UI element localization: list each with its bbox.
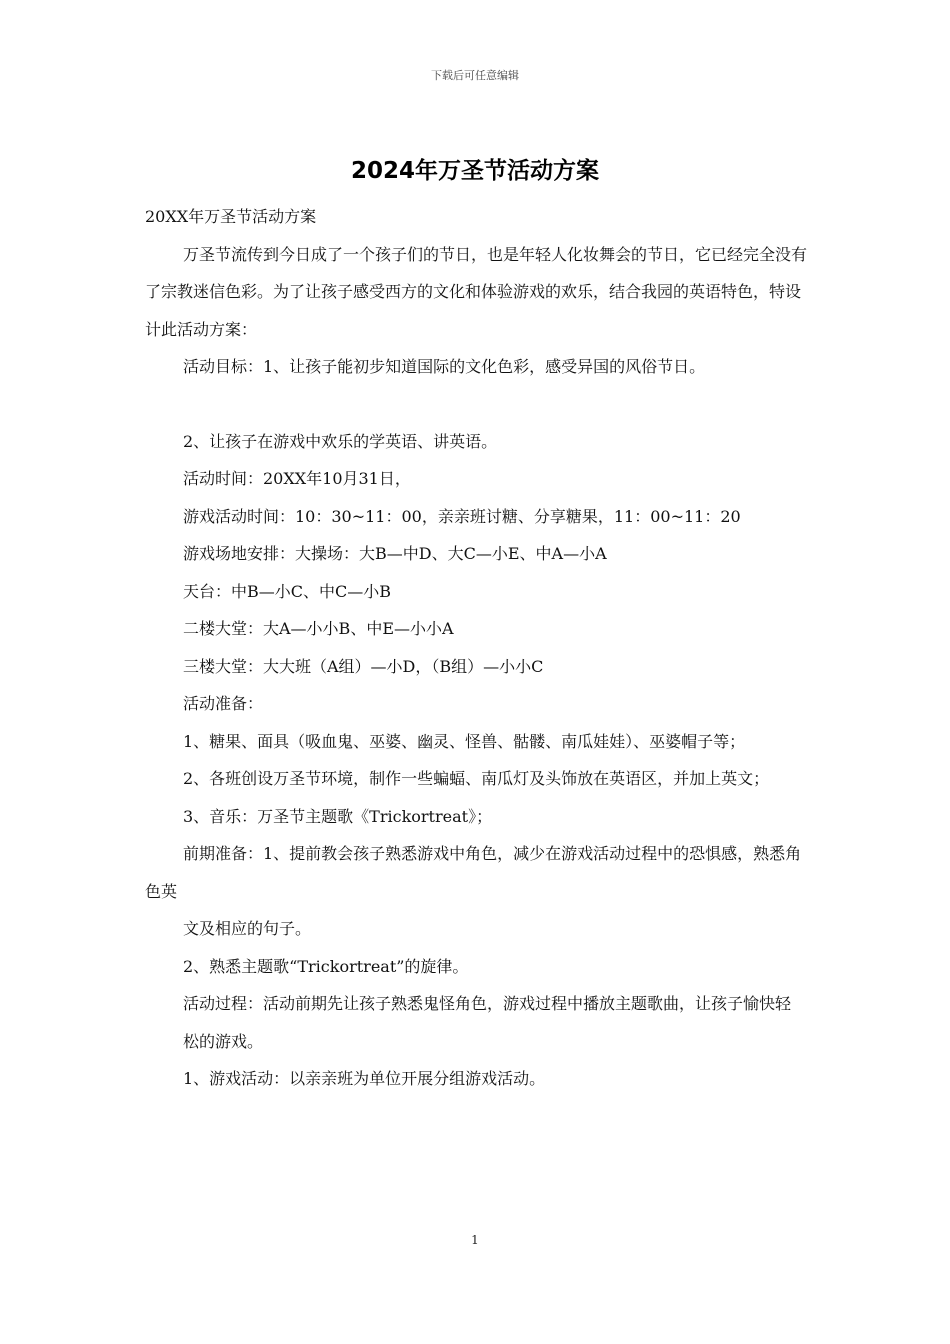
- paragraph-2f-hall: 二楼大堂：大A—小小B、中E—小小A: [183, 619, 454, 638]
- paragraph-prep-3: 3、音乐：万圣节主题歌《Trickortreat》；: [183, 806, 493, 826]
- blank-line: [145, 386, 810, 423]
- page-number: 1: [471, 1233, 479, 1247]
- paragraph-time: 活动时间：20XX年10月31日，: [183, 469, 411, 488]
- paragraph-pre-prep-cont: 文及相应的句子。: [183, 919, 312, 938]
- paragraph-goal-2: 2、让孩子在游戏中欢乐的学英语、讲英语。: [183, 431, 498, 451]
- paragraph-prep-2: 2、各班创设万圣节环境，制作一些蝙蝠、南瓜灯及头饰放在英语区，并加上英文；: [183, 769, 770, 788]
- paragraph-preparation: 活动准备：: [183, 694, 264, 713]
- paragraph-intro: 万圣节流传到今日成了一个孩子们的节日，也是年轻人化妆舞会的节日，它已经完全没有了宗教迷信色彩。为了让孩子感受西方的文化和体验游戏的欢乐，结合我园的英语特色，特设计此活动方案：: [145, 244, 808, 339]
- paragraph-rooftop: 天台：中B—小C、中C—小B: [183, 581, 392, 601]
- paragraph-goal-1: 活动目标：1、让孩子能初步知道国际的文化色彩，感受异国的风俗节日。: [183, 357, 706, 376]
- paragraph-venue: 游戏场地安排：大操场：大B—中D、大C—小E、中A—小A: [183, 544, 607, 563]
- paragraph-prep-1: 1、糖果、面具（吸血鬼、巫婆、幽灵、怪兽、骷髅、南瓜娃娃）、巫婆帽子等；: [183, 731, 746, 751]
- paragraph-subtitle: 20XX年万圣节活动方案: [145, 207, 317, 226]
- paragraph-game-time: 游戏活动时间：10：30~11：00，亲亲班讨糖、分享糖果，11：00~11：20: [183, 506, 741, 526]
- document-body: [145, 198, 810, 1098]
- page-header: 下载后可任意编辑: [431, 69, 519, 82]
- paragraph-process: 活动过程：活动前期先让孩子熟悉鬼怪角色，游戏过程中播放主题歌曲，让孩子愉快轻: [183, 994, 792, 1013]
- paragraph-pre-prep: 前期准备：1、提前教会孩子熟悉游戏中角色，减少在游戏活动过程中的恐惧感，熟悉角色英: [145, 844, 802, 901]
- paragraph-pre-prep-2: 2、熟悉主题歌“Trickortreat”的旋律。: [183, 956, 469, 976]
- paragraph-process-cont: 松的游戏。: [183, 1031, 264, 1051]
- paragraph-game-activity: 1、游戏活动：以亲亲班为单位开展分组游戏活动。: [183, 1069, 546, 1088]
- document-title: 2024年万圣节活动方案: [350, 158, 599, 184]
- paragraph-3f-hall: 三楼大堂：大大班（A组）—小D，（B组）—小小C: [183, 656, 544, 676]
